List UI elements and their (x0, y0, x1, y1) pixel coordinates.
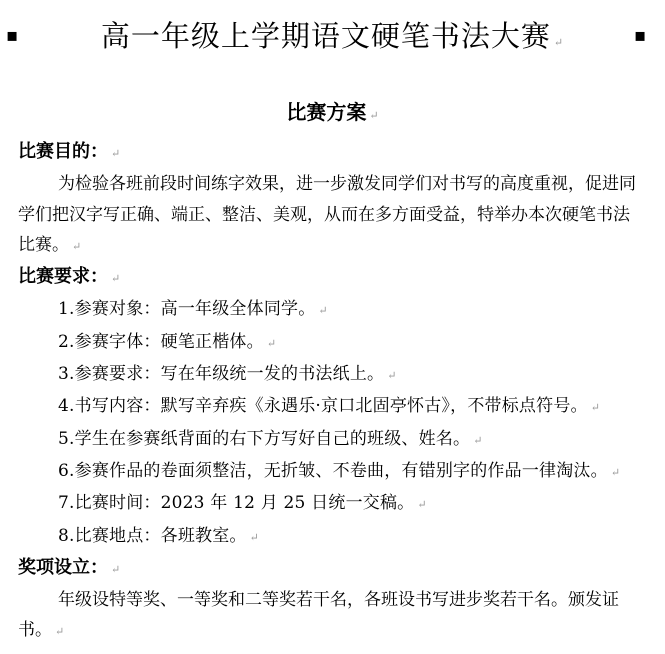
requirement-item (18, 294, 640, 326)
document-title-text: 高一年级上学期语文硬笔书法大赛 (100, 19, 551, 53)
requirement-item (18, 456, 640, 488)
section-heading-text: 奖项设立： (18, 556, 108, 578)
document-subtitle (0, 98, 665, 130)
requirement-text: 6.参赛作品的卷面须整洁，无折皱、不卷曲，有错别字的作品一律淘汰。 (58, 460, 608, 481)
purpose-text: 为检验各班前段时间练字效果，进一步激发同学们对书写的高度重视，促进同学们把汉字写正确、端正、整洁、美观，从而在多方面受益，特举办本次硬笔书法比赛。 (18, 174, 636, 255)
paragraph-mark-icon: ↵ (473, 433, 483, 447)
paragraph-mark-icon: ↵ (72, 239, 82, 253)
requirement-text: 7.比赛时间：2023 年 12 月 25 日统一交稿。 (58, 493, 415, 514)
paragraph-mark-icon: ↵ (590, 401, 601, 415)
bullet-marker-right: ▪ (634, 25, 647, 46)
section-heading-awards (18, 553, 640, 585)
requirement-text: 2.参赛字体：硬笔正楷体。 (58, 331, 264, 352)
requirement-text: 3.参赛要求：写在年级统一发的书法纸上。 (58, 364, 385, 385)
paragraph-mark-icon: ↵ (417, 498, 427, 512)
paragraph-mark-icon: ↵ (610, 465, 621, 479)
requirement-text: 8.比赛地点：各班教室。 (58, 525, 247, 546)
section-heading-text: 比赛目的： (18, 141, 108, 162)
paragraph-mark-icon: ↵ (553, 36, 565, 49)
paragraph-mark-icon: ↵ (387, 369, 397, 383)
requirement-item (18, 327, 640, 359)
paragraph-mark-icon: ↵ (55, 625, 65, 639)
paragraph-mark-icon: ↵ (111, 147, 121, 160)
paragraph-mark-icon: ↵ (318, 304, 328, 318)
section-heading-purpose (18, 137, 640, 169)
requirement-item (18, 521, 640, 553)
requirement-text: 4.书写内容：默写辛弃疾《永遇乐·京口北固亭怀古》，不带标点符号。 (58, 396, 588, 417)
paragraph-mark-icon: ↵ (111, 272, 121, 286)
document-title (0, 16, 665, 63)
purpose-paragraph (18, 169, 640, 262)
bullet-marker-left: ▪ (6, 25, 19, 46)
paragraph-mark-icon: ↵ (369, 109, 379, 122)
awards-text: 年级设特等奖、一等奖和二等奖若干名，各班设书写进步奖若干名。颁发证书。 (18, 590, 619, 641)
requirement-item (18, 424, 640, 456)
section-heading-requirements (18, 262, 640, 294)
requirement-item (18, 359, 640, 391)
requirement-item (18, 488, 640, 520)
awards-paragraph (18, 585, 640, 648)
paragraph-mark-icon: ↵ (266, 336, 277, 350)
requirement-text: 5.学生在参赛纸背面的右下方写好自己的班级、姓名。 (58, 428, 471, 449)
requirement-item (18, 391, 640, 423)
section-heading-text: 比赛要求： (18, 266, 108, 288)
document-body (18, 137, 640, 648)
requirement-text: 1.参赛对象：高一年级全体同学。 (58, 299, 316, 320)
paragraph-mark-icon: ↵ (249, 530, 260, 544)
document-subtitle-text: 比赛方案 (286, 100, 367, 124)
paragraph-mark-icon: ↵ (111, 562, 121, 576)
